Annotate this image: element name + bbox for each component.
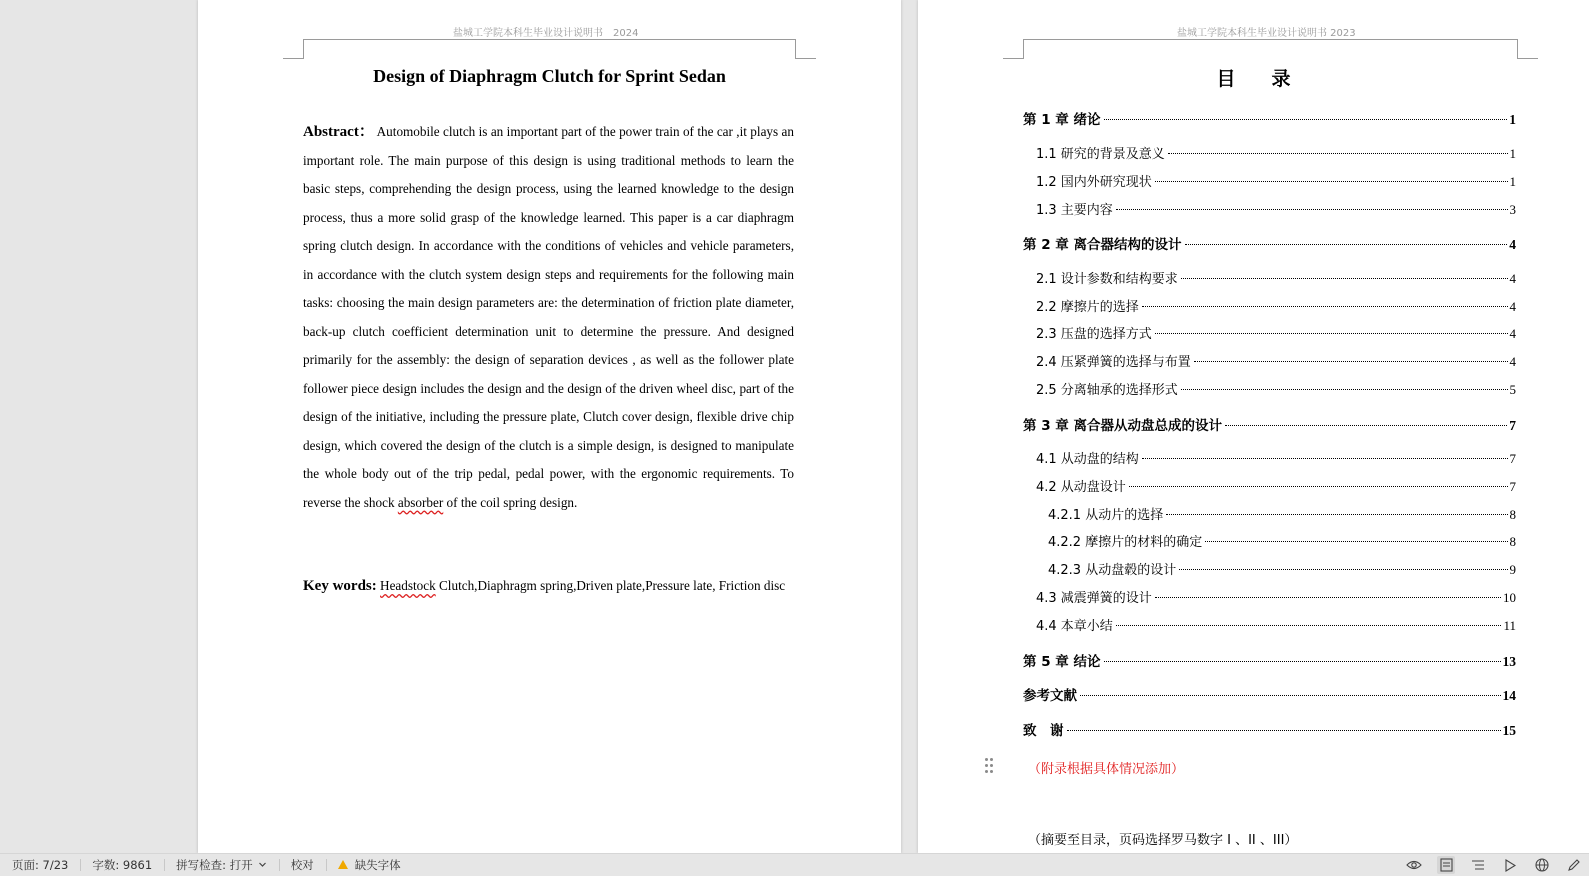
toc-entry-page: 5 [1509,382,1516,397]
abstract-text-end: of the coil spring design. [446,494,578,510]
toc-entry-page: 7 [1509,418,1516,433]
spellcheck-label: 拼写检查: 打开 [176,857,253,872]
toc-entry-text: 4.4 本章小结 [1036,619,1113,634]
abstract-label: Abstract： [303,124,374,140]
toc-leader-dots [1129,486,1508,487]
drag-handle-icon[interactable] [985,758,995,774]
toc-entry-page: 8 [1509,534,1516,549]
toc-entry-page: 3 [1509,202,1516,217]
toc-entry[interactable] [1036,476,1516,495]
toc-entry[interactable] [1048,559,1516,578]
toc-entry-page: 10 [1503,590,1516,605]
toc-entry-text: 1.2 国内外研究现状 [1036,175,1152,190]
header-line [1003,58,1024,59]
toc-entry[interactable] [1036,296,1516,315]
toc-entry-page: 7 [1509,479,1516,494]
toc-entry-page: 11 [1503,618,1516,633]
toc-entry-text: 4.1 从动盘的结构 [1036,452,1139,467]
toc-leader-dots [1116,209,1508,210]
warning-icon [338,860,348,869]
toc-entry-text: 2.1 设计参数和结构要求 [1036,272,1178,287]
toc-entry[interactable] [1036,323,1516,342]
page-header: 盐城工学院本科生毕业设计说明书 2023 [1177,28,1356,39]
numbering-note: （摘要至目录，页码选择罗马数字 I 、II 、III） [1028,833,1298,848]
toc-entry[interactable] [1036,268,1516,287]
toc-leader-dots [1104,661,1501,662]
page-indicator[interactable] [0,854,80,876]
keywords-text: Clutch,Diaphragm spring,Driven plate,Pressure late, Friction disc [439,578,786,593]
toc-entry[interactable] [1036,448,1516,467]
toc-entry-text: 4.2.3 从动盘毂的设计 [1048,563,1177,578]
toc-leader-dots [1080,695,1501,696]
toc-entry-text: 第 3 章 离合器从动盘总成的设计 [1023,418,1222,434]
toc-entry-page: 1 [1509,174,1516,189]
toc-entry-page: 1 [1509,146,1516,161]
appendix-note: （附录根据具体情况添加） [1028,762,1185,777]
toc-leader-dots [1194,361,1508,362]
header-line [795,58,816,59]
outline-view-icon[interactable] [1469,856,1487,874]
toc-leader-dots [1166,514,1507,515]
toc-entry-page: 4 [1509,354,1516,369]
toc-entry-text: 参考文献 [1023,688,1077,704]
page-toc[interactable] [918,0,1589,853]
toc-leader-dots [1168,153,1508,154]
word-count-label: 字数: 9861 [92,857,153,872]
toc-entry[interactable] [1036,171,1516,190]
toc-entry[interactable] [1023,650,1516,670]
toc-leader-dots [1185,244,1508,245]
missing-fonts-button[interactable] [326,854,413,876]
eye-icon[interactable] [1405,856,1423,874]
toc-entry[interactable] [1036,615,1516,634]
toc-leader-dots [1181,389,1508,390]
toc-entry[interactable] [1036,351,1516,370]
page-view-icon[interactable] [1437,856,1455,874]
abstract-paragraph[interactable] [303,118,794,517]
toc-entry-text: 2.5 分离轴承的选择形式 [1036,383,1178,398]
toc-entry-page: 1 [1509,112,1516,127]
header-frame [1023,39,1518,59]
toc-leader-dots [1155,333,1508,334]
toc-entry-page: 9 [1509,562,1516,577]
toc-entry[interactable] [1023,108,1516,128]
toc-leader-dots [1142,458,1508,459]
keywords-paragraph[interactable] [303,572,794,601]
toc-entry-text: 第 2 章 离合器结构的设计 [1023,237,1182,253]
toc-entry[interactable] [1036,143,1516,162]
toc-entry-text: 4.3 减震弹簧的设计 [1036,591,1152,606]
toc-leader-dots [1104,119,1508,120]
web-view-icon[interactable] [1533,856,1551,874]
toc-entry[interactable] [1036,379,1516,398]
page-indicator-label: 页面: 7/23 [12,857,69,872]
spelling-error-word[interactable]: absorber [397,494,444,510]
toc-title: 目录 [1216,68,1327,90]
toc-entry[interactable] [1023,719,1516,739]
proofread-label: 校对 [290,857,314,872]
toc-entry[interactable] [1048,504,1516,523]
toc-entry-page: 7 [1509,451,1516,466]
toc-leader-dots [1142,306,1508,307]
toc-entry-text: 4.2 从动盘设计 [1036,480,1126,495]
missing-fonts-label: 缺失字体 [354,857,401,872]
toc-entry-text: 4.2.2 摩擦片的材料的确定 [1048,535,1203,550]
header-line [283,58,304,59]
toc-entry-text: 4.2.1 从动片的选择 [1048,508,1164,523]
paper-title: Design of Diaphragm Clutch for Sprint Sedan [373,66,726,86]
header-line [1517,58,1538,59]
toc-entry[interactable] [1023,233,1516,253]
toc-entry-page: 8 [1509,507,1516,522]
view-controls [1405,854,1583,876]
pen-icon[interactable] [1565,856,1583,874]
toc-entry-page: 4 [1509,237,1516,252]
toc-entry[interactable] [1023,684,1516,704]
play-icon[interactable] [1501,856,1519,874]
page-header: 盐城工学院本科生毕业设计说明书 2024 [453,28,639,39]
toc-entry-page: 15 [1502,723,1516,738]
toc-entry-page: 13 [1502,654,1516,669]
header-frame [303,39,796,59]
toc-entry[interactable] [1036,199,1516,218]
toc-entry-text: 1.3 主要内容 [1036,203,1113,218]
toc-leader-dots [1067,730,1501,731]
toc-entry-text: 致 谢 [1023,723,1064,739]
toc-leader-dots [1205,541,1507,542]
word-count[interactable] [80,854,164,876]
toc-entry[interactable] [1048,531,1516,550]
toc-entry-page: 14 [1502,688,1516,703]
toc-leader-dots [1116,625,1502,626]
toc-leader-dots [1155,181,1508,182]
toc-entry[interactable] [1023,414,1516,434]
toc-entry-text: 第 1 章 绪论 [1023,112,1101,128]
toc-entry-text: 2.2 摩擦片的选择 [1036,300,1139,315]
status-bar [0,853,1589,875]
spelling-error-word[interactable]: Headstock [380,578,436,593]
toc-entry[interactable] [1036,587,1516,606]
toc-leader-dots [1225,425,1507,426]
toc-leader-dots [1179,569,1507,570]
toc-entry-page: 4 [1509,326,1516,341]
chevron-down-icon [258,860,267,869]
toc-entry-text: 1.1 研究的背景及意义 [1036,147,1165,162]
toc-leader-dots [1181,278,1508,279]
keywords-label: Key words: [303,578,377,594]
spellcheck-toggle[interactable] [164,854,279,876]
toc-leader-dots [1155,597,1501,598]
abstract-text: Automobile clutch is an important part of the power train of the car ,it plays an important role. The main purpose of this design is using traditional methods to learn the basic steps, comprehending the design process, using the learned knowledge to the design process, thus a more solid grasp of the knowledge learned. This paper is a car diaphragm spring clutch design. In accordance with the conditions of vehicles and vehicle parameters, in accordance with the clutch system design steps and requirements for the following main tasks: choosing the main design parameters are: the determination of friction plate diameter, back-up clutch coefficient determination unit to determine the pressure. And designed primarily for the assembly: the design of separation devices , as well as the follower plate follower piece design includes the design and the design of the driven wheel disc, part of the design of the initiative, including the pressure plate, Clutch cover design, flexible drive chip design, which covered the design of the clutch is a simple design, is designed to manipulate the whole body out of the trip pedal, pedal power, with the ergonomic requirements. To reverse the shock [303,124,794,510]
toc-entry-page: 4 [1509,299,1516,314]
proofread-button[interactable] [279,854,326,876]
toc-entry-page: 4 [1509,271,1516,286]
page-abstract[interactable] [198,0,901,853]
toc-entry-text: 2.3 压盘的选择方式 [1036,327,1152,342]
toc-entry-text: 第 5 章 结论 [1023,654,1101,670]
toc-entry-text: 2.4 压紧弹簧的选择与布置 [1036,355,1191,370]
